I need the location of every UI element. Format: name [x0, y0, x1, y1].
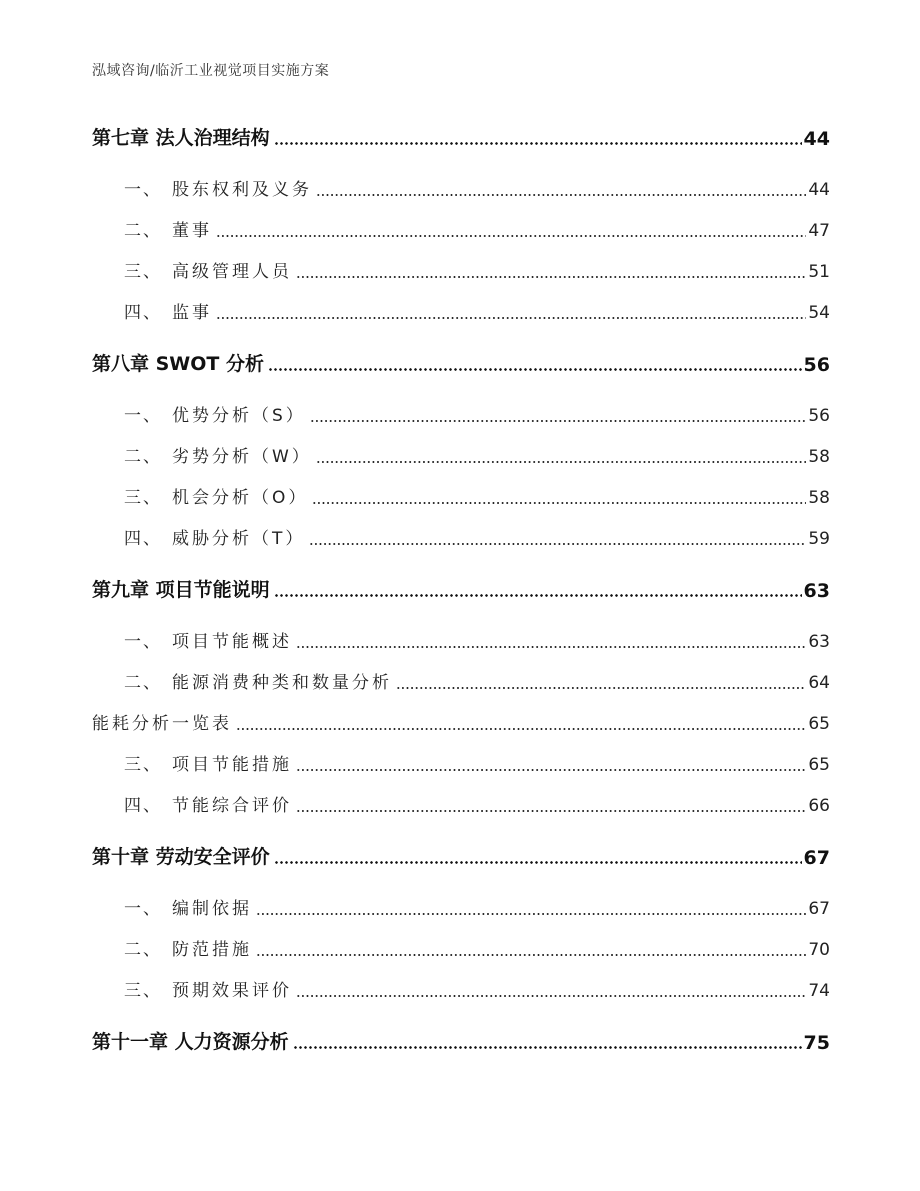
dot-leader	[268, 368, 802, 371]
toc-section[interactable]	[124, 790, 830, 816]
toc-section-number: 四、	[124, 796, 162, 816]
dot-leader	[296, 646, 806, 648]
toc-page-number: 59	[808, 529, 830, 549]
running-header: 泓域咨询/临沂工业视觉项目实施方案	[92, 63, 330, 79]
toc-chapter-title: 第十章 劳动安全评价	[92, 846, 270, 868]
toc-section-title: 高级管理人员	[172, 262, 292, 282]
dot-leader	[256, 913, 806, 915]
toc-section[interactable]	[124, 893, 830, 919]
toc-chapter-title: 第九章 项目节能说明	[92, 579, 270, 601]
toc-section[interactable]	[124, 174, 830, 200]
toc-section[interactable]	[124, 934, 830, 960]
toc-section-number: 三、	[124, 262, 162, 282]
dot-leader	[293, 1046, 802, 1049]
toc-section-title: 能源消费种类和数量分析	[172, 673, 392, 693]
toc-section[interactable]	[124, 626, 830, 652]
toc-section-title: 项目节能措施	[172, 755, 292, 775]
toc-page-number: 44	[803, 128, 830, 150]
toc-section-number: 三、	[124, 488, 162, 508]
dot-leader	[274, 594, 802, 597]
dot-leader	[309, 543, 806, 545]
toc-section-title: 劣势分析（W）	[172, 447, 312, 467]
toc-section[interactable]	[124, 482, 830, 508]
dot-leader	[310, 420, 807, 422]
dot-leader	[396, 687, 806, 689]
toc-page-number: 47	[808, 221, 830, 241]
dot-leader	[296, 995, 806, 997]
toc-section[interactable]	[124, 667, 830, 693]
toc-section-number: 一、	[124, 180, 162, 200]
toc-page-number: 58	[808, 447, 830, 467]
toc-chapter-title: 第十一章 人力资源分析	[92, 1031, 289, 1053]
toc-page-number: 51	[808, 262, 830, 282]
toc-chapter-title: 第七章 法人治理结构	[92, 127, 270, 149]
toc-section-number: 三、	[124, 755, 162, 775]
toc-section-title: 项目节能概述	[172, 632, 292, 652]
toc-page-number: 65	[808, 755, 830, 775]
toc-page-number: 70	[808, 940, 830, 960]
toc-section-title: 防范措施	[172, 940, 252, 960]
toc-section-title: 优势分析（S）	[172, 406, 306, 426]
dot-leader	[216, 317, 806, 319]
toc-section-title: 编制依据	[172, 899, 252, 919]
dot-leader	[256, 954, 806, 956]
dot-leader	[274, 142, 802, 145]
toc-section-number: 二、	[124, 221, 162, 241]
toc-page-number: 74	[808, 981, 830, 1001]
dot-leader	[236, 728, 806, 730]
toc-section-title: 股东权利及义务	[172, 180, 312, 200]
toc-section-number: 二、	[124, 447, 162, 467]
toc-chapter-title: 第八章 SWOT 分析	[92, 353, 264, 375]
toc-page-number: 64	[808, 673, 830, 693]
toc-section-number: 一、	[124, 406, 162, 426]
toc-section-number: 二、	[124, 673, 162, 693]
toc-section[interactable]	[124, 297, 830, 323]
dot-leader	[316, 461, 807, 463]
toc-page-number: 56	[808, 406, 830, 426]
toc-section[interactable]	[124, 523, 830, 549]
toc-page-number: 75	[803, 1032, 830, 1054]
toc-section[interactable]	[124, 400, 830, 426]
toc-chapter-9[interactable]	[92, 572, 830, 602]
toc-section-title: 节能综合评价	[172, 796, 292, 816]
toc-chapter-11[interactable]	[92, 1024, 830, 1054]
toc-page-number: 58	[808, 488, 830, 508]
toc-section-title: 能耗分析一览表	[92, 714, 232, 734]
toc-section-title: 机会分析（O）	[172, 488, 309, 508]
toc-section[interactable]	[124, 749, 830, 775]
toc-section-number: 四、	[124, 529, 162, 549]
toc-page-number: 63	[803, 580, 830, 602]
toc-page-number: 54	[808, 303, 830, 323]
dot-leader	[296, 769, 806, 771]
toc-chapter-10[interactable]	[92, 839, 830, 869]
dot-leader	[216, 235, 806, 237]
dot-leader	[312, 502, 806, 504]
toc-page-number: 67	[808, 899, 830, 919]
dot-leader	[274, 861, 802, 864]
toc-page-number: 44	[808, 180, 830, 200]
toc-section-title: 威胁分析（T）	[172, 529, 306, 549]
toc-section[interactable]	[92, 708, 830, 734]
toc-section[interactable]	[124, 975, 830, 1001]
toc-section-title: 预期效果评价	[172, 981, 292, 1001]
toc-section[interactable]	[124, 441, 830, 467]
toc-section[interactable]	[124, 256, 830, 282]
toc-page-number: 65	[808, 714, 830, 734]
dot-leader	[316, 194, 806, 196]
toc-chapter-8[interactable]	[92, 346, 830, 376]
toc-section-number: 一、	[124, 899, 162, 919]
toc-section-number: 四、	[124, 303, 162, 323]
toc-page-number: 66	[808, 796, 830, 816]
toc-page-number: 67	[803, 847, 830, 869]
toc-section-title: 董事	[172, 221, 212, 241]
toc-chapter-7[interactable]	[92, 120, 830, 150]
toc-section-number: 一、	[124, 632, 162, 652]
dot-leader	[296, 810, 806, 812]
toc-page-number: 56	[803, 354, 830, 376]
toc-section[interactable]	[124, 215, 830, 241]
toc-section-number: 二、	[124, 940, 162, 960]
toc-section-number: 三、	[124, 981, 162, 1001]
toc-page-number: 63	[808, 632, 830, 652]
dot-leader	[296, 276, 806, 278]
toc-section-title: 监事	[172, 303, 212, 323]
